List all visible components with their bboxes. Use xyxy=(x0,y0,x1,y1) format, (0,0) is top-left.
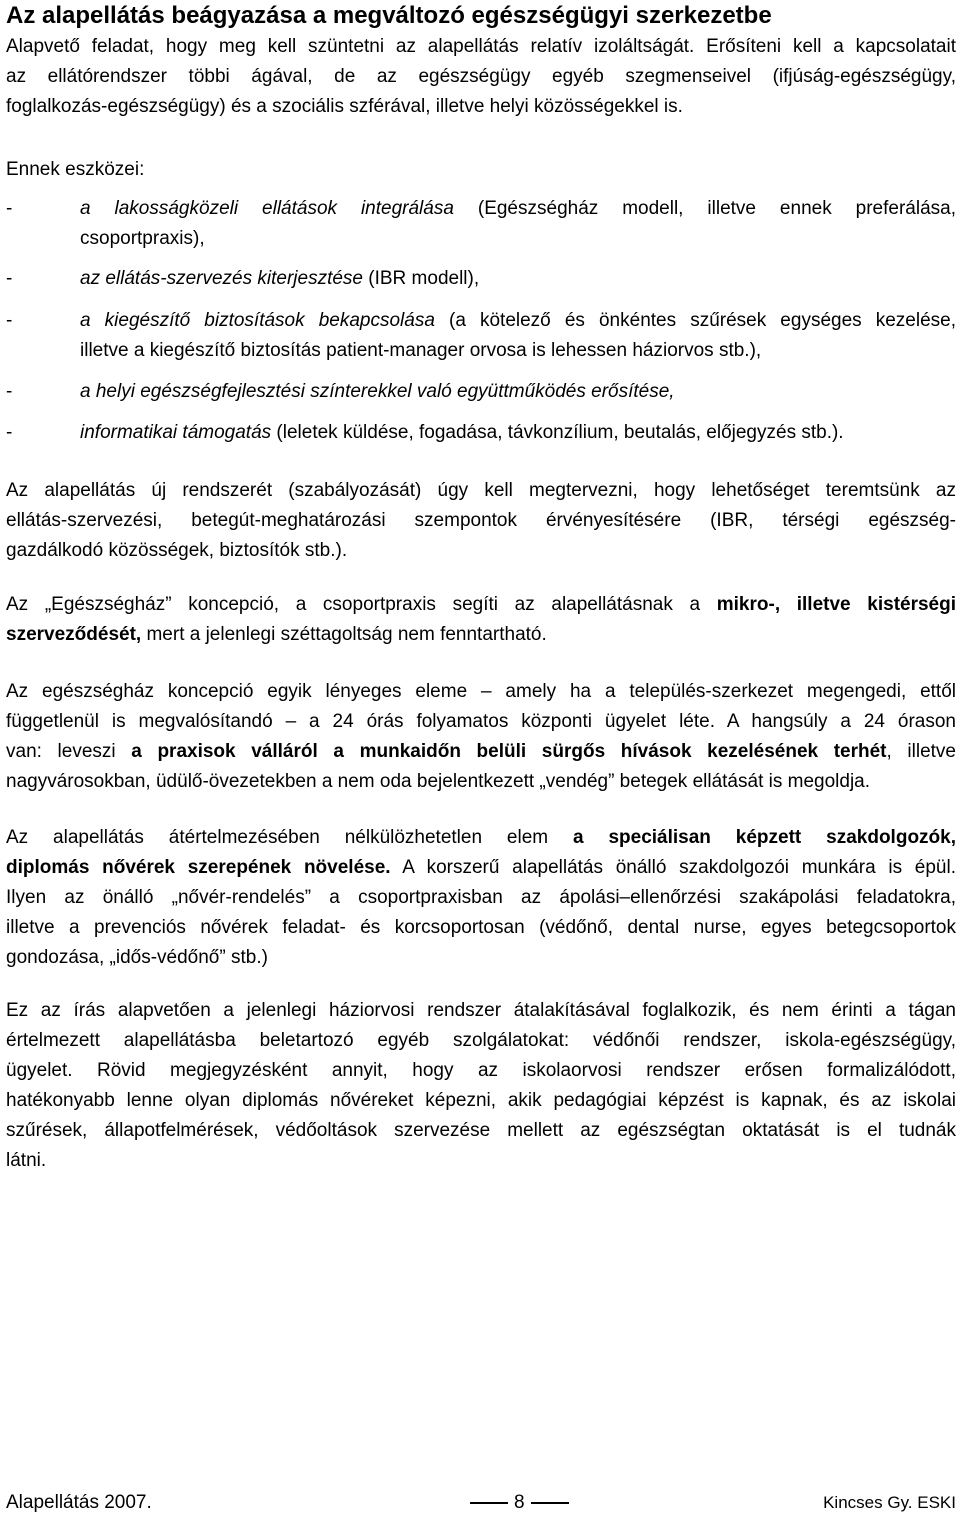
list-dash: - xyxy=(6,422,13,443)
paragraph-line xyxy=(6,590,956,620)
paragraph-6 xyxy=(6,996,956,1176)
intro-line: Alapvető feladat, hogy meg kell szüntetni az alapellátás relatív izoláltságát. Erősíteni kell a kapcsolatait xyxy=(6,36,956,57)
list-dash: - xyxy=(6,381,13,402)
page-footer xyxy=(6,1490,956,1516)
paragraph-line: illetve a prevenciós nővérek feladat- és korcsoportosan (védőnő, dental nurse, egyes betegcsoportok xyxy=(6,917,956,938)
paragraph-text: mert a jelenlegi széttagoltság nem fenntartható. xyxy=(141,624,547,645)
list-dash: - xyxy=(6,198,13,219)
paragraph-line xyxy=(6,737,956,767)
paragraph-2 xyxy=(6,476,956,566)
intro-line: az ellátórendszer többi ágával, de az egészségügy egyéb szegmenseivel (ifjúság-egészségügy, xyxy=(6,66,956,87)
list-item-line xyxy=(80,306,956,336)
paragraph-line xyxy=(6,823,956,853)
tools-heading-block xyxy=(6,155,956,185)
list-item-emphasis: a kiegészítő biztosítások bekapcsolása xyxy=(80,310,435,331)
list-item-emphasis: informatikai támogatás xyxy=(80,422,272,443)
paragraph-bold: a speciálisan képzett szakdolgozók, xyxy=(573,827,956,848)
paragraph-bold: mikro-, illetve kistérségi xyxy=(716,594,956,615)
paragraph-text: Az alapellátás átértelmezésében nélkülözhetetlen elem xyxy=(6,827,573,848)
paragraph-line: Az egészségház koncepció egyik lényeges eleme – amely ha a település-szerkezet megengedi, ettől xyxy=(6,681,956,702)
list-item-emphasis: a lakosságközeli ellátások integrálása xyxy=(80,198,454,219)
paragraph-4 xyxy=(6,677,956,797)
page-number-dash xyxy=(470,1502,508,1504)
list-item-line: illetve a kiegészítő biztosítás patient-manager orvosa is lehessen háziorvos stb.), xyxy=(80,340,762,361)
list-item-emphasis: az ellátás-szervezés kiterjesztése xyxy=(80,268,363,289)
page-title: Az alapellátás beágyazása a megváltozó egészségügyi szerkezetbe xyxy=(6,2,772,29)
paragraph-line: ügyelet. Rövid megjegyzésként annyit, hogy az iskolaorvosi rendszer erősen formalizálódott, xyxy=(6,1060,956,1081)
paragraph-text: , illetve xyxy=(886,741,956,762)
paragraph-line: látni. xyxy=(6,1150,47,1171)
list-item-emphasis: a helyi egészségfejlesztési színterekkel való együttműködés erősítése, xyxy=(80,381,675,402)
paragraph-line: hatékonyabb lenne olyan diplomás nővéreket képezni, akik pedagógiai képzést is kapnak, és az iskolai xyxy=(6,1090,956,1111)
paragraph-line: ellátás-szervezési, betegút-meghatározási szempontok érvényesítésére (IBR, térségi egészség- xyxy=(6,510,956,531)
list-dash: - xyxy=(6,310,13,331)
list-item-line xyxy=(80,194,956,224)
paragraph-text: A korszerű alapellátás önálló szakdolgozói munkára is épül. xyxy=(390,857,956,878)
list-item-text: (IBR modell), xyxy=(363,268,480,289)
tools-heading: Ennek eszközei: xyxy=(6,159,145,180)
page-number-value: 8 xyxy=(514,1492,525,1513)
intro-paragraph xyxy=(6,32,956,122)
list-item-text: (leletek küldése, fogadása, távkonzílium, beutalás, előjegyzés stb.). xyxy=(271,422,844,443)
paragraph-line xyxy=(6,853,956,883)
paragraph-text: Az „Egészségház” koncepció, a csoportpraxis segíti az alapellátásnak a xyxy=(6,594,717,615)
paragraph-line: gazdálkodó közösségek, biztosítók stb.). xyxy=(6,540,348,561)
paragraph-line: Ez az írás alapvetően a jelenlegi háziorvosi rendszer átalakításával foglalkozik, és nem érinti a tágan xyxy=(6,1000,956,1021)
list-dash: - xyxy=(6,268,13,289)
paragraph-line: szűrések, állapotfelmérések, védőoltások szervezése mellett az egészségtan oktatását is el tudnák xyxy=(6,1120,956,1141)
paragraph-line: Ilyen az önálló „nővér-rendelés” a csoportpraxisban az ápolási–ellenőrzési szakápolási feladatokra, xyxy=(6,887,956,908)
page-number xyxy=(464,1490,575,1516)
paragraph-bold: diplomás nővérek szerepének növelése. xyxy=(6,857,391,878)
paragraph-line xyxy=(6,620,956,650)
paragraph-bold: szerveződését, xyxy=(6,624,142,645)
footer-right: Kincses Gy. ESKI xyxy=(823,1493,956,1512)
list-item-text: (a kötelező és önkéntes szűrések egységes kezelése, xyxy=(434,310,956,331)
list-item-line xyxy=(80,418,956,448)
paragraph-3 xyxy=(6,590,956,650)
paragraph-text: van: leveszi xyxy=(6,741,132,762)
paragraph-line: értelmezett alapellátásba beletartozó egyéb szolgálatokat: védőnői rendszer, iskola-egészségügy, xyxy=(6,1030,956,1051)
intro-line: foglalkozás-egészségügy) és a szociális szférával, illetve helyi közösségekkel is. xyxy=(6,96,683,117)
list-item-line xyxy=(80,377,956,407)
paragraph-bold: a praxisok válláról a munkaidőn belüli sürgős hívások kezelésének terhét xyxy=(131,741,887,762)
page-number-dash xyxy=(531,1502,569,1504)
paragraph-line: gondozása, „idős-védőnő” stb.) xyxy=(6,947,268,968)
paragraph-line: Az alapellátás új rendszerét (szabályozását) úgy kell megtervezni, hogy lehetőséget teremtsünk az xyxy=(6,480,956,501)
list-item-line: csoportpraxis), xyxy=(80,228,205,249)
list-item-text: (Egészségház modell, illetve ennek preferálása, xyxy=(453,198,956,219)
list-item-line xyxy=(80,264,956,294)
footer-left: Alapellátás 2007. xyxy=(6,1492,152,1513)
paragraph-line: függetlenül is megvalósítandó – a 24 órás folyamatos központi ügyelet léte. A hangsúly a 24 órason xyxy=(6,711,956,732)
paragraph-line: nagyvárosokban, üdülő-övezetekben a nem oda bejelentkezett „vendég” betegek ellátását is megoldja. xyxy=(6,771,871,792)
paragraph-5 xyxy=(6,823,956,973)
